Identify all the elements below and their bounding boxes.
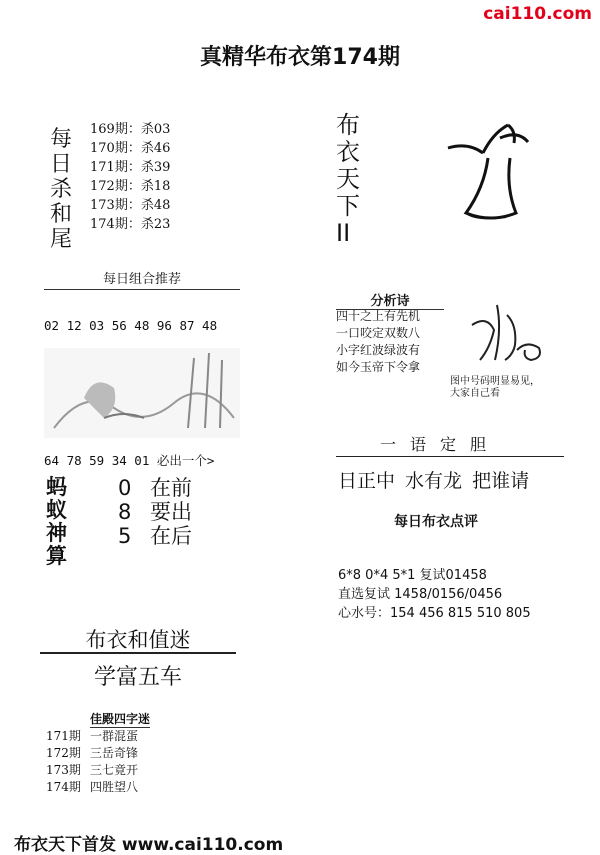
- list-item: 172期：杀18: [90, 179, 171, 194]
- list-item: 169期：杀03: [90, 122, 171, 137]
- divider: [40, 652, 236, 654]
- riddle: 四胜望八: [90, 780, 139, 794]
- list-item: [46, 779, 138, 796]
- poem-line: 如今玉帝下令拿: [336, 360, 421, 374]
- combo-panel: [44, 268, 240, 468]
- ant-number: 8: [118, 500, 132, 524]
- riddle: 一群混蛋: [90, 729, 139, 743]
- list-item: [46, 762, 138, 779]
- ant-text: 在前: [150, 476, 192, 500]
- period: 172期: [46, 746, 81, 760]
- four-word-title: 佳殿四字迷: [90, 712, 151, 726]
- tree-sketch-icon: [438, 118, 548, 228]
- ant-text: 在后: [150, 524, 192, 548]
- footer: 布衣天下首发 www.cai110.com: [14, 835, 284, 855]
- kill-tail-list: [90, 120, 170, 234]
- poem-lines: [336, 308, 420, 376]
- period: 174期: [46, 780, 81, 794]
- comment-title: 每日布衣点评: [394, 514, 478, 530]
- ant-god-label: 蚂蚁神算: [46, 475, 67, 568]
- list-item: [46, 728, 138, 745]
- glyph-caption: [450, 376, 580, 400]
- sketch-illustration: [44, 348, 240, 438]
- ant-god-rows: [118, 476, 192, 548]
- review-lines: [338, 566, 531, 623]
- review-line: 心水号：154 456 815 510 805: [338, 606, 531, 621]
- yiyu-text: 日正中 水有龙 把谁请: [338, 470, 530, 492]
- site-brand[interactable]: cai110.com: [483, 4, 592, 24]
- four-word-list: [46, 728, 138, 796]
- divider: [336, 456, 564, 457]
- combo-row: 02 12 03 56 48 96 87 48: [44, 318, 218, 333]
- caption-line: 大家自己看: [450, 388, 500, 399]
- puzzle-title: 布衣和值迷: [85, 628, 191, 652]
- list-item: 171期：杀39: [90, 160, 171, 175]
- poem-line: 一口咬定双数八: [336, 326, 421, 340]
- period: 173期: [46, 763, 81, 777]
- ant-number: 5: [118, 524, 132, 548]
- poem-line: 小字红波绿波有: [336, 343, 421, 357]
- combo-row: 64 78 59 34 01 必出一个>: [44, 453, 215, 468]
- kill-tail-label: 每日杀和尾: [50, 127, 73, 252]
- ant-text: 要出: [150, 500, 192, 524]
- review-line: 6*8 0*4 5*1 复试01458: [338, 568, 487, 583]
- puzzle-answer: 学富五车: [93, 665, 182, 690]
- list-item: [46, 745, 138, 762]
- page-title: 真精华布衣第174期: [200, 45, 400, 70]
- yiyu-title: 一语定胆: [380, 435, 501, 454]
- list-item: [118, 476, 192, 500]
- section-heading: 布衣天下II: [336, 111, 360, 247]
- ant-number: 0: [118, 476, 132, 500]
- poem-title: 分析诗: [336, 290, 444, 310]
- calligraphy-icon: [462, 295, 552, 375]
- period: 171期: [46, 729, 81, 743]
- review-line: 直选复试 1458/0156/0456: [338, 587, 503, 602]
- combo-title: 每日组合推荐: [44, 268, 240, 290]
- list-item: 174期：杀23: [90, 217, 171, 232]
- list-item: [118, 524, 192, 548]
- riddle: 三岳奇锋: [90, 746, 139, 760]
- caption-line: 图中号码明显易见，: [450, 376, 540, 387]
- list-item: 173期：杀48: [90, 198, 171, 213]
- riddle: 三七竟开: [90, 763, 139, 777]
- list-item: 170期：杀46: [90, 141, 171, 156]
- list-item: [118, 500, 192, 524]
- poem-line: 四十之上有先机: [336, 309, 421, 323]
